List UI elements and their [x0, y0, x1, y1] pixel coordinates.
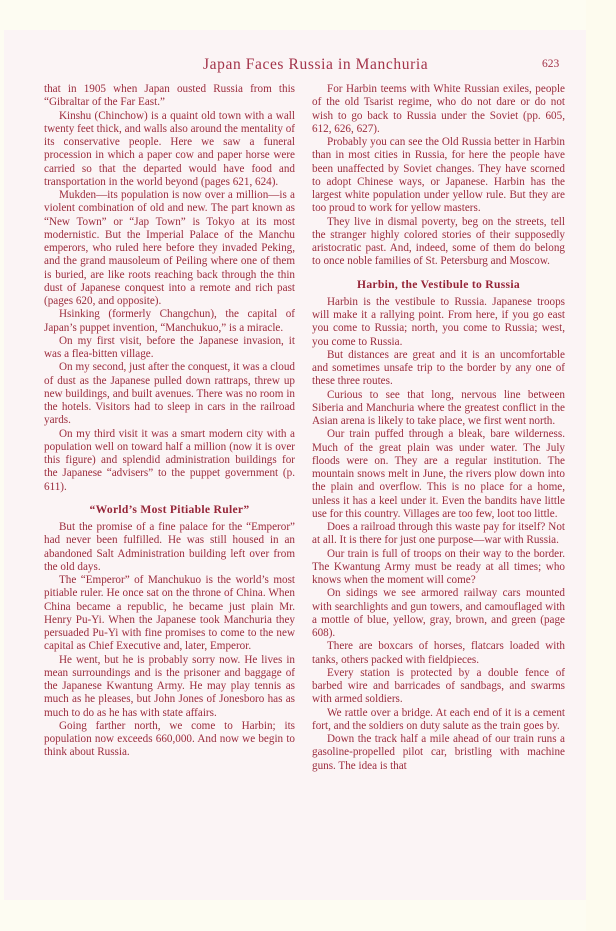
paragraph: Our train puffed through a bleak, bare wilderness. Much of the great plain was under water. The July floods were on. They are a regular institution. The mountain snows melt in June, the rivers plow down into the plain and overflow. This is no place for a home, unless it has a keel under it. Even the bandits have little use for this country. Villages are too few, loot too little.	[312, 428, 565, 520]
section-subheading: “World’s Most Pitiable Ruler”	[89, 502, 250, 516]
paragraph: Does a railroad through this waste pay for itself? Not at all. It is there for just one purpose—war with Russia.	[312, 521, 565, 547]
running-header	[0, 56, 616, 76]
right-column	[312, 83, 565, 773]
paragraph: Our train is full of troops on their way to the border. The Kwantung Army must be ready at all times; who knows when the moment will come?	[312, 547, 565, 586]
paragraph: The “Emperor” of Manchukuo is the world’s most pitiable ruler. He once sat on the throne of China. When China became a republic, he became just plain Mr. Henry Pu-Yi. When the Japanese took Manchuria they persuaded Pu-Yi with fine promises to come to the new capital as Chief Executive and, later, Emperor.	[44, 574, 295, 653]
paragraph: We rattle over a bridge. At each end of it is a cement fort, and the soldiers on duty salute as the train goes by.	[312, 706, 565, 732]
paragraph: On my second, just after the conquest, it was a cloud of dust as the Japanese pulled down rattraps, threw up new buildings, and built avenues. There was no room in the hotels. Visitors had to sleep in cars in the railroad yards.	[44, 361, 295, 427]
paragraph: But distances are great and it is an uncomfortable and sometimes unsafe trip to the border by any one of these three routes.	[312, 348, 565, 388]
paragraph: They live in dismal poverty, beg on the streets, tell the stranger highly colored stories of their supposedly aristocratic past. And, indeed, some of them do belong to once noble families of St. Petersburg and Moscow.	[312, 215, 565, 268]
paragraph: Curious to see that long, nervous line between Siberia and Manchuria where the greatest conflict in the Asian arena is likely to take place, we first went north.	[312, 388, 565, 427]
left-column	[44, 83, 295, 760]
paragraph: Hsinking (formerly Changchun), the capital of Japan’s puppet invention, “Manchukuo,” is a miracle.	[44, 308, 295, 334]
paragraph: Going farther north, we come to Harbin; its population now exceeds 660,000. And now we begin to think about Russia.	[44, 719, 295, 759]
paragraph: Harbin is the vestibule to Russia. Japanese troops will make it a rallying point. From here, if you go east you come to Russia; north, you come to Russia; west, you come to Russia.	[312, 295, 565, 348]
paragraph: Every station is protected by a double fence of barbed wire and barricades of sandbags, and swarms with armed soldiers.	[312, 666, 565, 706]
paragraph: He went, but he is probably sorry now. He lives in mean surroundings and is the prisoner and baggage of the Japanese Kwantung Army. He may play tennis as much as he pleases, but John Jones of Jonesboro has as much to do as he has with state affairs.	[44, 653, 295, 719]
paragraph: Down the track half a mile ahead of our train runs a gasoline-propelled pilot car, bristling with machine guns. The idea is that	[312, 733, 565, 772]
paragraph: Probably you can see the Old Russia better in Harbin than in most cities in Russia, for here the people have been unaffected by Soviet changes. They have scorned to adopt Chinese ways, or Japanese. Harbin has the largest white population under yellow rule. But they are too proud to work for yellow masters.	[312, 136, 565, 215]
section-subheading: Harbin, the Vestibule to Russia	[357, 277, 520, 291]
paragraph: Kinshu (Chinchow) is a quaint old town with a wall twenty feet thick, and walls also around the mentality of its conservative people. Here we saw a funeral procession in which a paper cow and paper horse were carried so that the departed would have food and transportation in the world beyond (pages 621, 624).	[44, 109, 295, 188]
paragraph: For Harbin teems with White Russian exiles, people of the old Tsarist regime, who do not dare or do not wish to go back to Russia under the Soviet (pp. 605, 612, 626, 627).	[312, 83, 565, 135]
paragraph: On my first visit, before the Japanese invasion, it was a flea-bitten village.	[44, 334, 295, 360]
page-margin	[586, 0, 616, 931]
paragraph: On my third visit it was a smart modern city with a population well on toward half a million (now it is over this figure) and splendid administration buildings for the Japanese “advisers” to the puppet government (p. 611).	[44, 427, 295, 493]
paragraph: that in 1905 when Japan ousted Russia from this “Gibraltar of the Far East.”	[44, 83, 295, 109]
running-title: Japan Faces Russia in Manchuria	[203, 56, 429, 73]
paragraph: There are boxcars of horses, flatcars loaded with tanks, others packed with fieldpieces.	[312, 640, 565, 666]
paragraph: But the promise of a fine palace for the “Emperor” had never been fulfilled. He was still housed in an abandoned Salt Administration building left over from the old days.	[44, 521, 295, 573]
paragraph: Mukden—its population is now over a million—is a violent combination of old and new. The part known as “New Town” or “Jap Town” is Tokyo at its most modernistic. But the Imperial Palace of the Manchu emperors, who ruled here before they invaded Peking, and the grand mausoleum of Peiling where one of them is buried, are like roots reaching back through the thin dust of Japanese conquest into a remote and rich past (pages 620, and opposite).	[44, 189, 295, 307]
page-number: 623	[542, 58, 560, 70]
paragraph: On sidings we see armored railway cars mounted with searchlights and gun towers, and camouflaged with a mottle of blue, yellow, gray, brown, and green (page 608).	[312, 587, 565, 639]
